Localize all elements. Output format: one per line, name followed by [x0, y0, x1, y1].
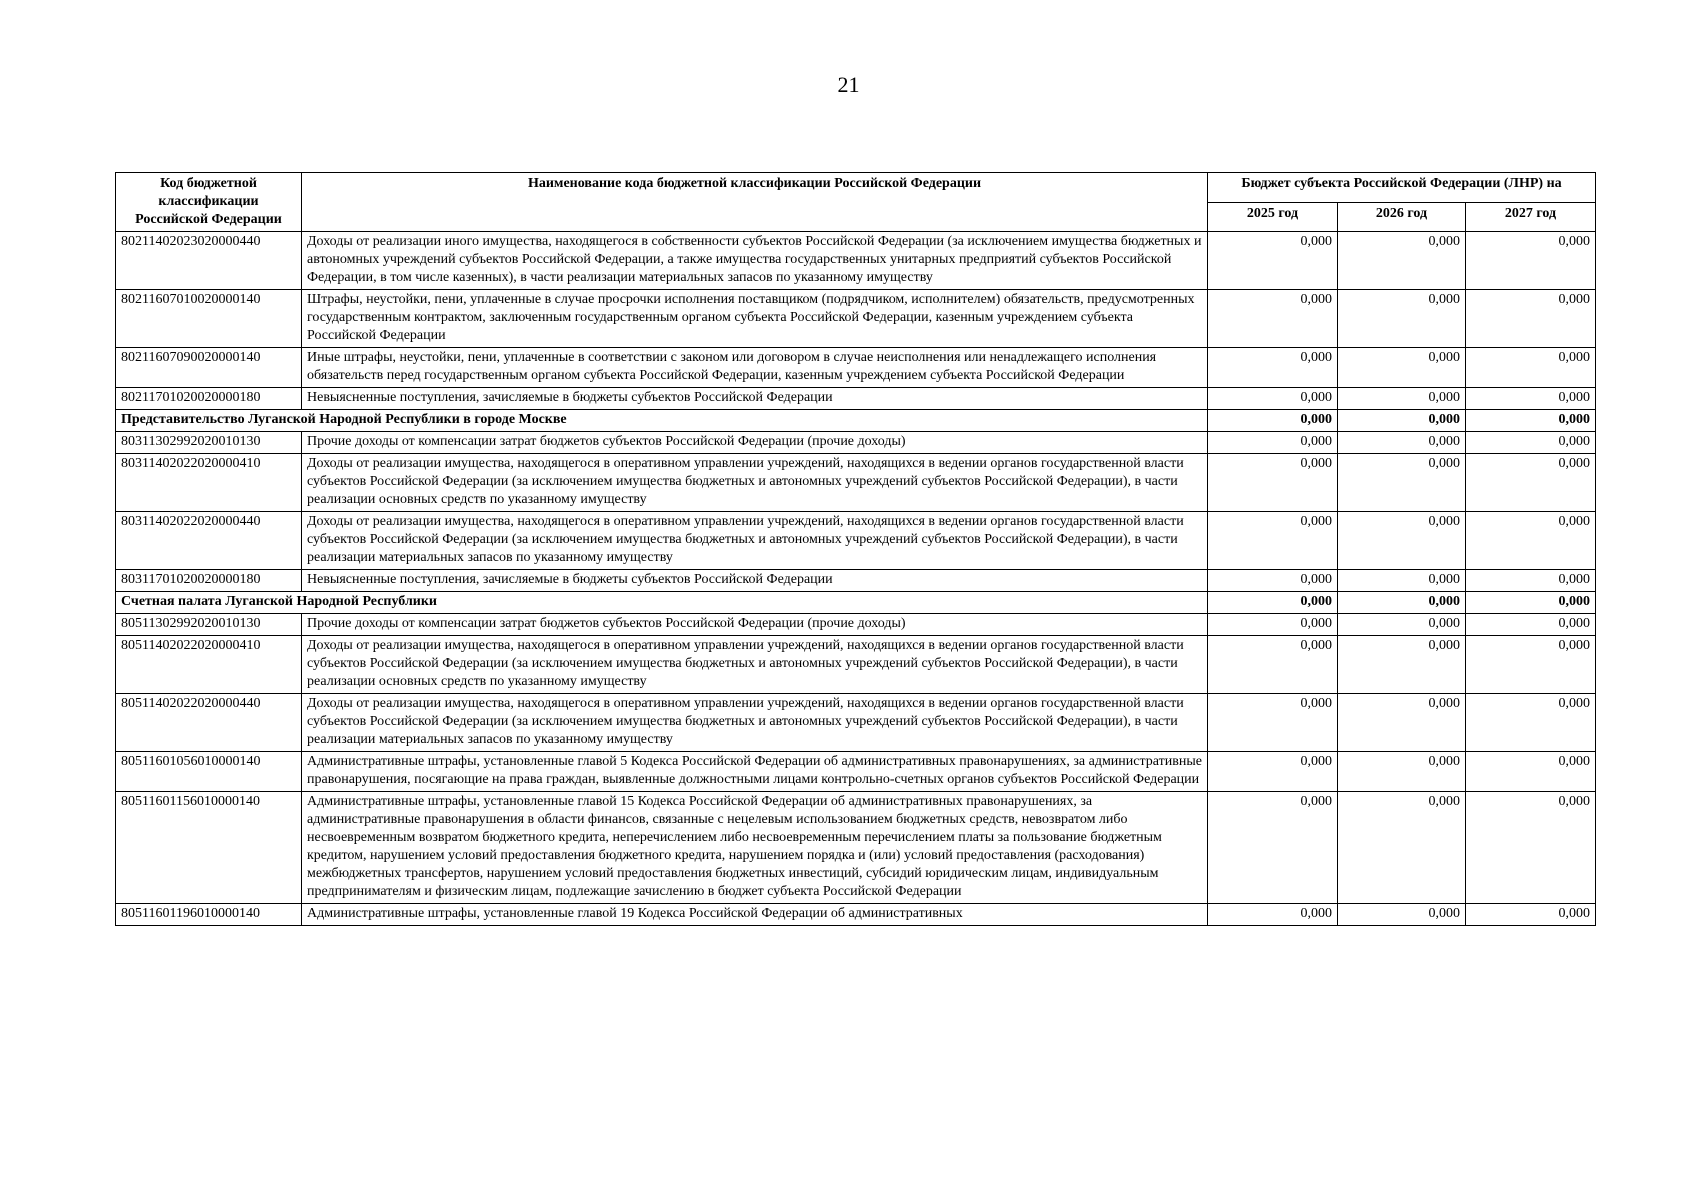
code-name-cell: Невыясненные поступления, зачисляемые в бюджеты субъектов Российской Федерации: [302, 388, 1208, 410]
value-2027-cell: 0,000: [1466, 614, 1596, 636]
header-budget: Бюджет субъекта Российской Федерации (ЛНР) на: [1208, 173, 1596, 203]
code-name-cell: Штрафы, неустойки, пени, уплаченные в случае просрочки исполнения поставщиком (подрядчиком, исполнителем) обязательств, предусмотренных государственным контрактом, заключенным государственным органом субъекта Российской Федерации, казенным учреждением субъекта Российской Федерации: [302, 290, 1208, 348]
value-2026-cell: 0,000: [1338, 694, 1466, 752]
section-row: [116, 410, 1596, 432]
value-2026-cell: 0,000: [1338, 348, 1466, 388]
code-name-cell: Доходы от реализации иного имущества, находящегося в собственности субъектов Российской Федерации (за исключением имущества бюджетных и автономных учреждений субъектов Российской Федерации, а также имущества государственных унитарных предприятий субъектов Российской Федерации, в том числе казенных), в части реализации материальных запасов по указанному имуществу: [302, 232, 1208, 290]
value-2026-cell: 0,000: [1338, 410, 1466, 432]
table-row: [116, 454, 1596, 512]
table-row: [116, 348, 1596, 388]
table-row: [116, 694, 1596, 752]
value-2027-cell: 0,000: [1466, 694, 1596, 752]
value-2027-cell: 0,000: [1466, 348, 1596, 388]
budget-code-cell: 80511302992020010130: [116, 614, 302, 636]
header-year-2027: 2027 год: [1466, 202, 1596, 232]
value-2025-cell: 0,000: [1208, 512, 1338, 570]
code-name-cell: Доходы от реализации имущества, находящегося в оперативном управлении учреждений, находящихся в ведении органов государственной власти субъектов Российской Федерации (за исключением имущества бюджетных и автономных учреждений субъектов Российской Федерации), в части реализации материальных запасов по указанному имуществу: [302, 694, 1208, 752]
value-2025-cell: 0,000: [1208, 432, 1338, 454]
value-2027-cell: 0,000: [1466, 454, 1596, 512]
budget-code-cell: 80311402022020000410: [116, 454, 302, 512]
value-2027-cell: 0,000: [1466, 570, 1596, 592]
value-2026-cell: 0,000: [1338, 454, 1466, 512]
budget-code-cell: 80511601196010000140: [116, 904, 302, 926]
budget-classification-table: [115, 172, 1596, 926]
code-name-cell: Административные штрафы, установленные главой 19 Кодекса Российской Федерации об административных: [302, 904, 1208, 926]
value-2026-cell: 0,000: [1338, 232, 1466, 290]
budget-code-cell: 80511601056010000140: [116, 752, 302, 792]
value-2026-cell: 0,000: [1338, 752, 1466, 792]
value-2027-cell: 0,000: [1466, 592, 1596, 614]
value-2026-cell: 0,000: [1338, 432, 1466, 454]
value-2027-cell: 0,000: [1466, 512, 1596, 570]
code-name-cell: Невыясненные поступления, зачисляемые в бюджеты субъектов Российской Федерации: [302, 570, 1208, 592]
value-2025-cell: 0,000: [1208, 792, 1338, 904]
value-2027-cell: 0,000: [1466, 432, 1596, 454]
header-year-2026: 2026 год: [1338, 202, 1466, 232]
budget-code-cell: 80311402022020000440: [116, 512, 302, 570]
value-2025-cell: 0,000: [1208, 904, 1338, 926]
value-2025-cell: 0,000: [1208, 592, 1338, 614]
code-name-cell: Прочие доходы от компенсации затрат бюджетов субъектов Российской Федерации (прочие доходы): [302, 432, 1208, 454]
value-2027-cell: 0,000: [1466, 904, 1596, 926]
budget-code-cell: 80311701020020000180: [116, 570, 302, 592]
budget-code-cell: 80511601156010000140: [116, 792, 302, 904]
page-number: 21: [837, 72, 860, 97]
section-title: Счетная палата Луганской Народной Республики: [116, 592, 1208, 614]
value-2026-cell: 0,000: [1338, 388, 1466, 410]
code-name-cell: Иные штрафы, неустойки, пени, уплаченные в соответствии с законом или договором в случае неисполнения или ненадлежащего исполнения обязательств перед государственным органом субъекта Российской Федерации, казенным учреждением субъекта Российской Федерации: [302, 348, 1208, 388]
value-2025-cell: 0,000: [1208, 410, 1338, 432]
value-2027-cell: 0,000: [1466, 752, 1596, 792]
value-2026-cell: 0,000: [1338, 792, 1466, 904]
value-2025-cell: 0,000: [1208, 454, 1338, 512]
value-2027-cell: 0,000: [1466, 792, 1596, 904]
value-2025-cell: 0,000: [1208, 636, 1338, 694]
code-name-cell: Административные штрафы, установленные главой 5 Кодекса Российской Федерации об административных правонарушениях, за административные правонарушения, посягающие на права граждан, выявленные должностными лицами контрольно-счетных органов субъектов Российской Федерации: [302, 752, 1208, 792]
table-body: [116, 232, 1596, 926]
table-row: [116, 570, 1596, 592]
value-2027-cell: 0,000: [1466, 388, 1596, 410]
table-row: [116, 290, 1596, 348]
budget-code-cell: 80211402023020000440: [116, 232, 302, 290]
header-name: Наименование кода бюджетной классификации Российской Федерации: [302, 173, 1208, 232]
value-2025-cell: 0,000: [1208, 570, 1338, 592]
table-row: [116, 432, 1596, 454]
value-2025-cell: 0,000: [1208, 694, 1338, 752]
table-row: [116, 752, 1596, 792]
table-row: [116, 904, 1596, 926]
section-title: Представительство Луганской Народной Республики в городе Москве: [116, 410, 1208, 432]
value-2026-cell: 0,000: [1338, 614, 1466, 636]
value-2027-cell: 0,000: [1466, 232, 1596, 290]
value-2026-cell: 0,000: [1338, 512, 1466, 570]
table-header-row: [116, 173, 1596, 203]
budget-code-cell: 80211607010020000140: [116, 290, 302, 348]
value-2027-cell: 0,000: [1466, 410, 1596, 432]
value-2026-cell: 0,000: [1338, 570, 1466, 592]
header-year-2025: 2025 год: [1208, 202, 1338, 232]
value-2027-cell: 0,000: [1466, 636, 1596, 694]
value-2025-cell: 0,000: [1208, 348, 1338, 388]
value-2027-cell: 0,000: [1466, 290, 1596, 348]
header-code: Код бюджетной классификации Российской Федерации: [116, 173, 302, 232]
value-2026-cell: 0,000: [1338, 290, 1466, 348]
code-name-cell: Доходы от реализации имущества, находящегося в оперативном управлении учреждений, находящихся в ведении органов государственной власти субъектов Российской Федерации (за исключением имущества бюджетных и автономных учреждений субъектов Российской Федерации), в части реализации основных средств по указанному имуществу: [302, 636, 1208, 694]
table-row: [116, 614, 1596, 636]
table-row: [116, 792, 1596, 904]
budget-code-cell: 80511402022020000440: [116, 694, 302, 752]
value-2025-cell: 0,000: [1208, 290, 1338, 348]
budget-code-cell: 80511402022020000410: [116, 636, 302, 694]
code-name-cell: Прочие доходы от компенсации затрат бюджетов субъектов Российской Федерации (прочие доходы): [302, 614, 1208, 636]
code-name-cell: Доходы от реализации имущества, находящегося в оперативном управлении учреждений, находящихся в ведении органов государственной власти субъектов Российской Федерации (за исключением имущества бюджетных и автономных учреждений субъектов Российской Федерации), в части реализации материальных запасов по указанному имуществу: [302, 512, 1208, 570]
table-row: [116, 636, 1596, 694]
code-name-cell: Административные штрафы, установленные главой 15 Кодекса Российской Федерации об административных правонарушениях, за административные правонарушения в области финансов, связанные с нецелевым использованием бюджетных средств, невозвратом либо несвоевременным возвратом бюджетного кредита, неперечислением либо несвоевременным перечислением платы за пользование бюджетным кредитом, нарушением условий предоставления бюджетного кредита, нарушением порядка и (или) условий предоставления (расходования) межбюджетных трансфертов, нарушением условий предоставления бюджетных инвестиций, субсидий юридическим лицам, индивидуальным предпринимателям и физическим лицам, подлежащие зачислению в бюджет субъекта Российской Федерации: [302, 792, 1208, 904]
section-row: [116, 592, 1596, 614]
value-2026-cell: 0,000: [1338, 636, 1466, 694]
table-row: [116, 388, 1596, 410]
budget-code-cell: 80211607090020000140: [116, 348, 302, 388]
table-row: [116, 232, 1596, 290]
table-row: [116, 512, 1596, 570]
value-2025-cell: 0,000: [1208, 614, 1338, 636]
value-2025-cell: 0,000: [1208, 232, 1338, 290]
budget-code-cell: 80311302992020010130: [116, 432, 302, 454]
value-2025-cell: 0,000: [1208, 388, 1338, 410]
value-2025-cell: 0,000: [1208, 752, 1338, 792]
value-2026-cell: 0,000: [1338, 904, 1466, 926]
code-name-cell: Доходы от реализации имущества, находящегося в оперативном управлении учреждений, находящихся в ведении органов государственной власти субъектов Российской Федерации (за исключением имущества бюджетных и автономных учреждений субъектов Российской Федерации), в части реализации основных средств по указанному имуществу: [302, 454, 1208, 512]
value-2026-cell: 0,000: [1338, 592, 1466, 614]
budget-code-cell: 80211701020020000180: [116, 388, 302, 410]
